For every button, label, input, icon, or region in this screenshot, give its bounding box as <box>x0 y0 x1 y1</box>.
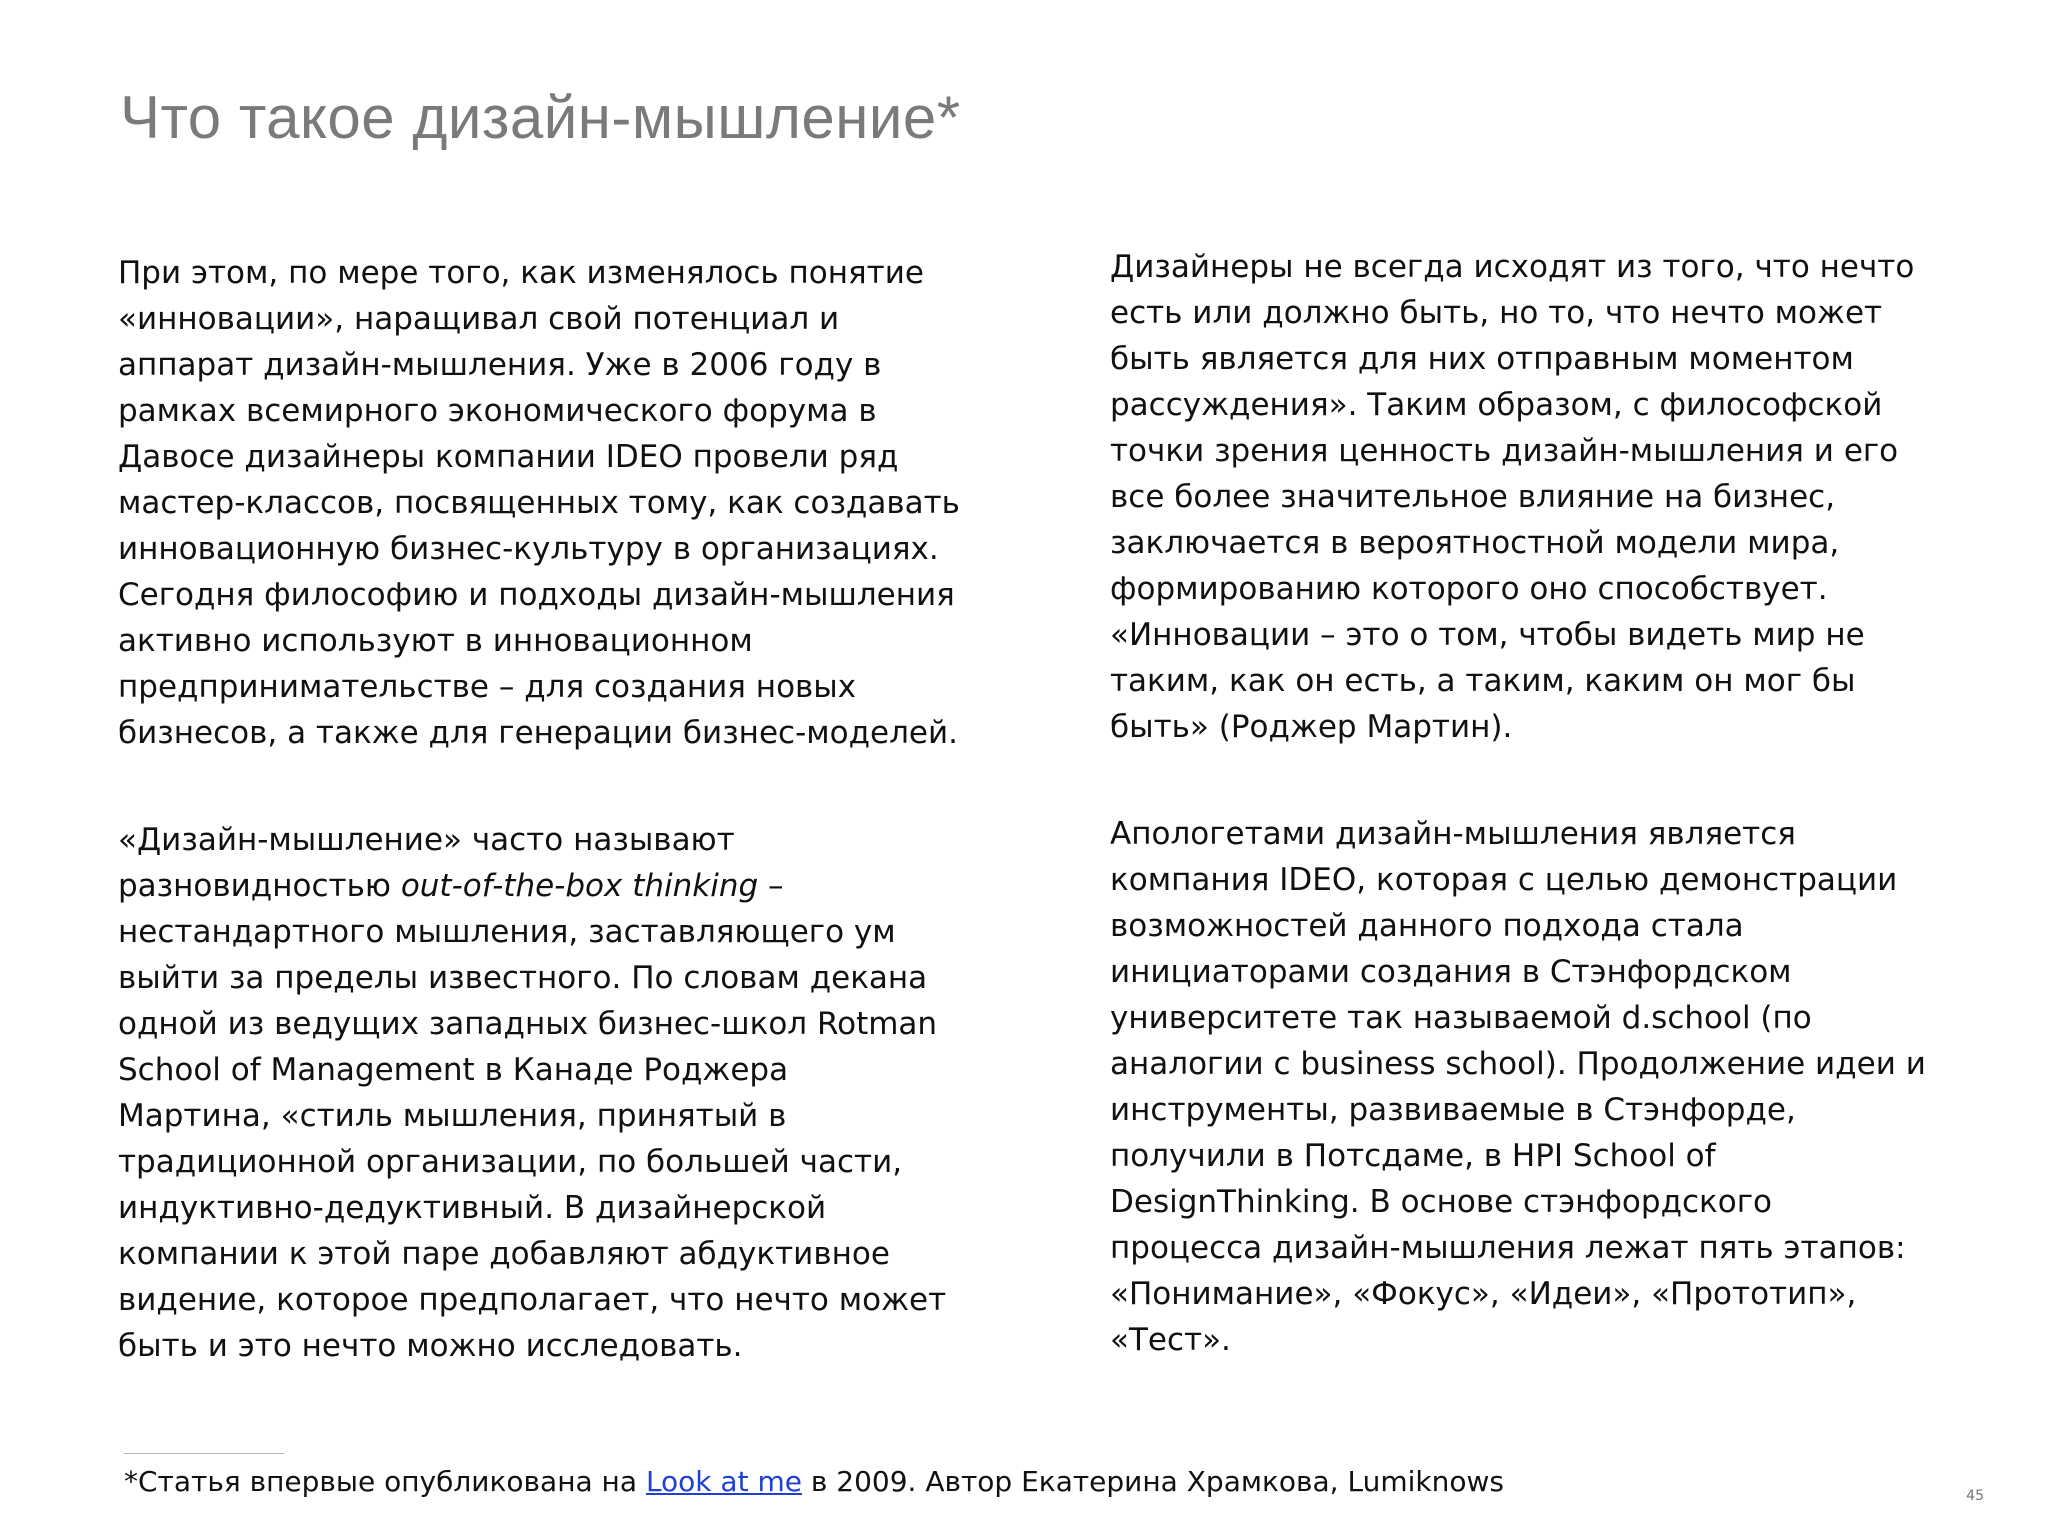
text-line: инструменты, развиваемые в Стэнфорде, <box>1110 1092 1796 1128</box>
text-line: нестандартного мышления, заставляющего ум <box>118 914 896 950</box>
text-line: возможностей данного подхода стала <box>1110 908 1744 944</box>
text-line: При этом, по мере того, как изменялось понятие <box>118 255 924 291</box>
text-line: Апологетами дизайн-мышления является <box>1110 816 1796 852</box>
text-line: традиционной организации, по большей части, <box>118 1144 903 1180</box>
left-paragraph-2 <box>118 817 946 1369</box>
text-line: компании к этой паре добавляют абдуктивное <box>118 1236 890 1272</box>
text-line: выйти за пределы известного. По словам декана <box>118 960 928 996</box>
text-line: инновационную бизнес-культуру в организациях. <box>118 531 939 567</box>
text-line: рамках всемирного экономического форума в <box>118 393 877 429</box>
text-line: аппарат дизайн-мышления. Уже в 2006 году в <box>118 347 882 383</box>
text-line: рассуждения». Таким образом, с философской <box>1110 387 1883 423</box>
text-line: быть и это нечто можно исследовать. <box>118 1328 743 1364</box>
footnote-divider <box>124 1453 284 1454</box>
text-line: Сегодня философию и подходы дизайн-мышления <box>118 577 955 613</box>
text-line: одной из ведущих западных бизнес-школ Rotman <box>118 1006 938 1042</box>
text-line: аналогии с business school). Продолжение идеи и <box>1110 1046 1926 1082</box>
text-line: «Инновации – это о том, чтобы видеть мир не <box>1110 617 1865 653</box>
text-line: получили в Потсдаме, в HPI School of <box>1110 1138 1716 1174</box>
text-line: «инновации», наращивал свой потенциал и <box>118 301 840 337</box>
footnote-text: в 2009. Автор Екатерина Храмкова, Lumiknows <box>801 1465 1504 1498</box>
text-line: «Тест». <box>1110 1322 1231 1358</box>
right-paragraph-2 <box>1110 811 1926 1363</box>
text-line: инициаторами создания в Стэнфордском <box>1110 954 1792 990</box>
text-line: точки зрения ценность дизайн-мышления и его <box>1110 433 1899 469</box>
page-number: 45 <box>1966 1488 1984 1504</box>
text-line: таким, как он есть, а таким, каким он мог бы <box>1110 663 1856 699</box>
text-line: компания IDEO, которая с целью демонстрации <box>1110 862 1898 898</box>
text-line: быть» (Роджер Мартин). <box>1110 709 1513 745</box>
text-fragment: разновидностью <box>118 868 401 904</box>
text-line: университете так называемой d.school (по <box>1110 1000 1812 1036</box>
text-line: Давосе дизайнеры компании IDEO провели ряд <box>118 439 899 475</box>
text-fragment: – <box>758 868 784 904</box>
text-line: быть является для них отправным моментом <box>1110 341 1854 377</box>
text-line: процесса дизайн-мышления лежат пять этапов: <box>1110 1230 1906 1266</box>
footnote <box>124 1462 1504 1502</box>
left-paragraph-1 <box>118 250 960 756</box>
page-title: Что такое дизайн-мышление* <box>120 84 961 151</box>
text-line: DesignThinking. В основе стэнфордского <box>1110 1184 1772 1220</box>
text-line: «Понимание», «Фокус», «Идеи», «Прототип», <box>1110 1276 1857 1312</box>
text-line: предпринимательстве – для создания новых <box>118 669 857 705</box>
text-line: есть или должно быть, но то, что нечто может <box>1110 295 1883 331</box>
text-line: «Дизайн-мышление» часто называют <box>118 822 735 858</box>
text-line: индуктивно-дедуктивный. В дизайнерской <box>118 1190 827 1226</box>
text-line: формированию которого оно способствует. <box>1110 571 1828 607</box>
text-line: активно используют в инновационном <box>118 623 753 659</box>
text-line: School of Management в Канаде Роджера <box>118 1052 789 1088</box>
text-line: заключается в вероятностной модели мира, <box>1110 525 1840 561</box>
text-line: Мартина, «стиль мышления, принятый в <box>118 1098 787 1134</box>
right-paragraph-1 <box>1110 244 1914 750</box>
text-line: все более значительное влияние на бизнес, <box>1110 479 1836 515</box>
look-at-me-link[interactable]: Look at me <box>645 1465 802 1498</box>
text-line: видение, которое предполагает, что нечто может <box>118 1282 947 1318</box>
text-line: мастер-классов, посвященных тому, как создавать <box>118 485 960 521</box>
text-line: Дизайнеры не всегда исходят из того, что нечто <box>1110 249 1915 285</box>
text-line <box>118 863 946 909</box>
footnote-text: *Статья впервые опубликована на <box>124 1465 646 1498</box>
italic-term: out-of-the-box thinking <box>400 868 759 904</box>
text-line: бизнесов, а также для генерации бизнес-моделей. <box>118 715 958 751</box>
